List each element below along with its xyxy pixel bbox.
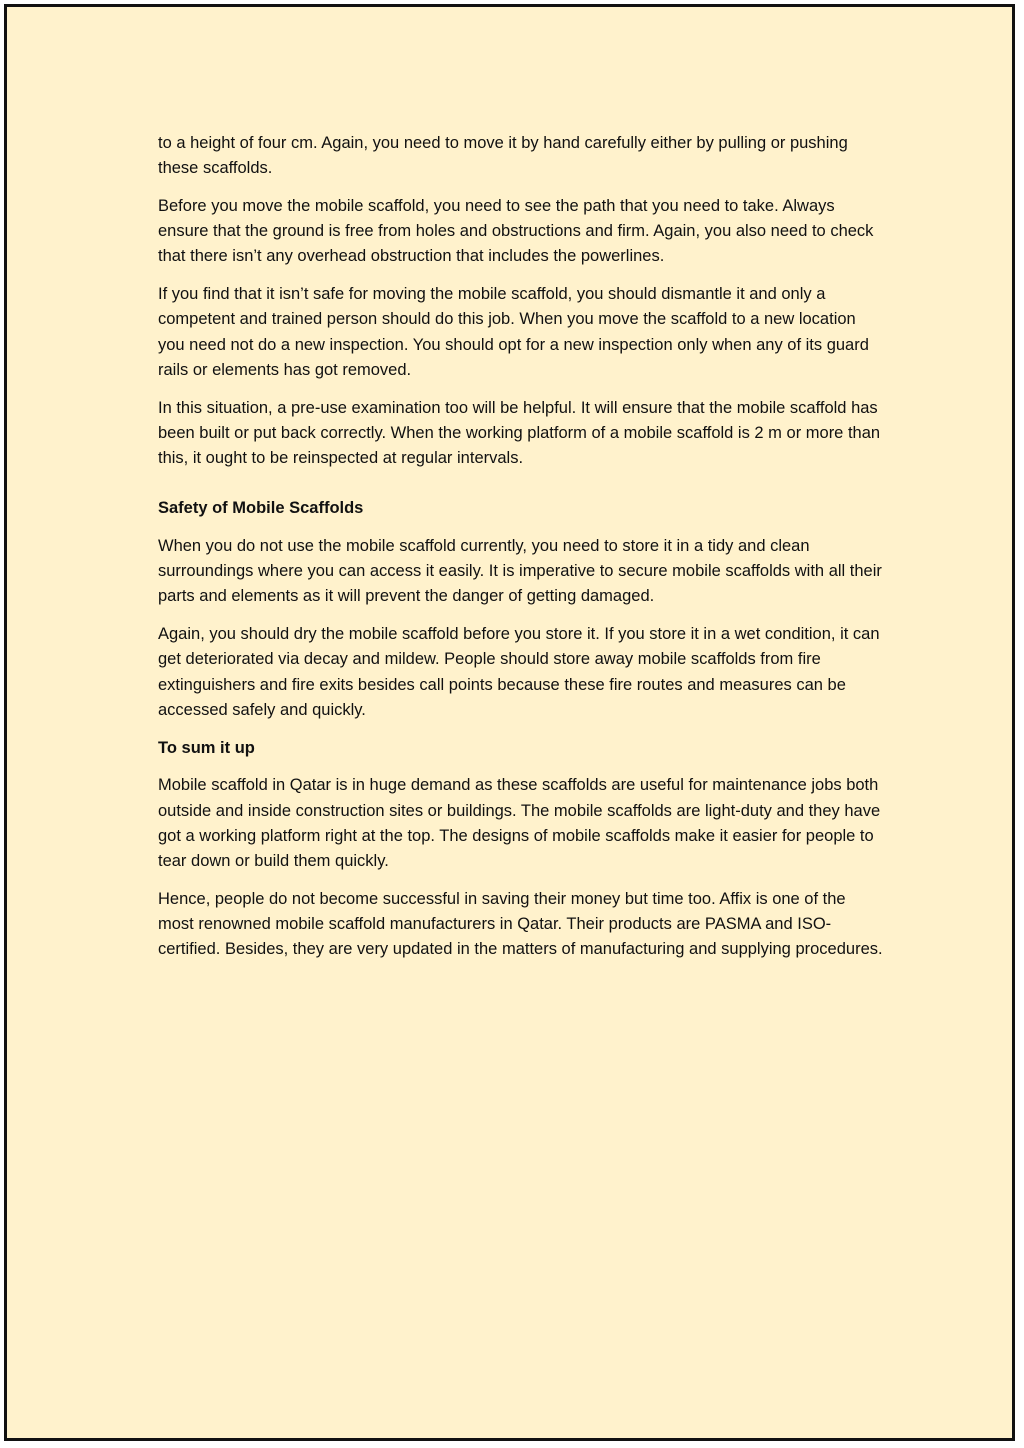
paragraph: In this situation, a pre-use examination too will be helpful. It will ensure that the mobile scaffold has been built or put back correctly. When the working platform of a mobile scaffold is 2 m or more than this, it ought to be reinspected at regular intervals. xyxy=(158,398,881,468)
paragraph: Mobile scaffold in Qatar is in huge demand as these scaffolds are useful for maintenance jobs both outside and inside construction sites or buildings. The mobile scaffolds are light-duty and they have got a working platform right at the top. The designs of mobile scaffolds make it easier for people to tear down or build them quickly. xyxy=(158,776,881,871)
section-heading: Safety of Mobile Scaffolds xyxy=(158,499,364,518)
paragraph: Again, you should dry the mobile scaffold before you store it. If you store it in a wet condition, it can get deteriorated via decay and mildew. People should store away mobile scaffolds from fire extinguishers and fire exits besides call points because these fire routes and measures can be accessed safely and quickly. xyxy=(158,625,880,719)
paragraph: When you do not use the mobile scaffold currently, you need to store it in a tidy and clean surroundings where you can access it easily. It is imperative to secure mobile scaffolds with all their parts and elements as it will prevent the danger of getting damaged. xyxy=(158,537,882,606)
section-heading: To sum it up xyxy=(158,738,255,757)
paragraph: Before you move the mobile scaffold, you need to see the path that you need to take. Always ensure that the ground is free from holes and obstructions and firm. Again, you also need to check that there isn’t any overhead obstruction that includes the powerlines. xyxy=(158,197,874,266)
paragraph: to a height of four cm. Again, you need to move it by hand carefully either by pulling or pushing these scaffolds. xyxy=(158,134,848,178)
paragraph: If you find that it isn’t safe for moving the mobile scaffold, you should dismantle it and only a competent and trained person should do this job. When you move the scaffold to a new location you need not do a new inspection. You should opt for a new inspection only when any of its guard rails or elements has got removed. xyxy=(158,285,869,379)
page-content xyxy=(158,131,883,975)
document-page xyxy=(4,4,1015,1441)
paragraph: Hence, people do not become successful in saving their money but time too. Affix is one of the most renowned mobile scaffold manufacturers in Qatar. Their products are PASMA and ISO-certified. Besides, they are very updated in the matters of manufacturing and supplying procedures. xyxy=(158,889,883,959)
